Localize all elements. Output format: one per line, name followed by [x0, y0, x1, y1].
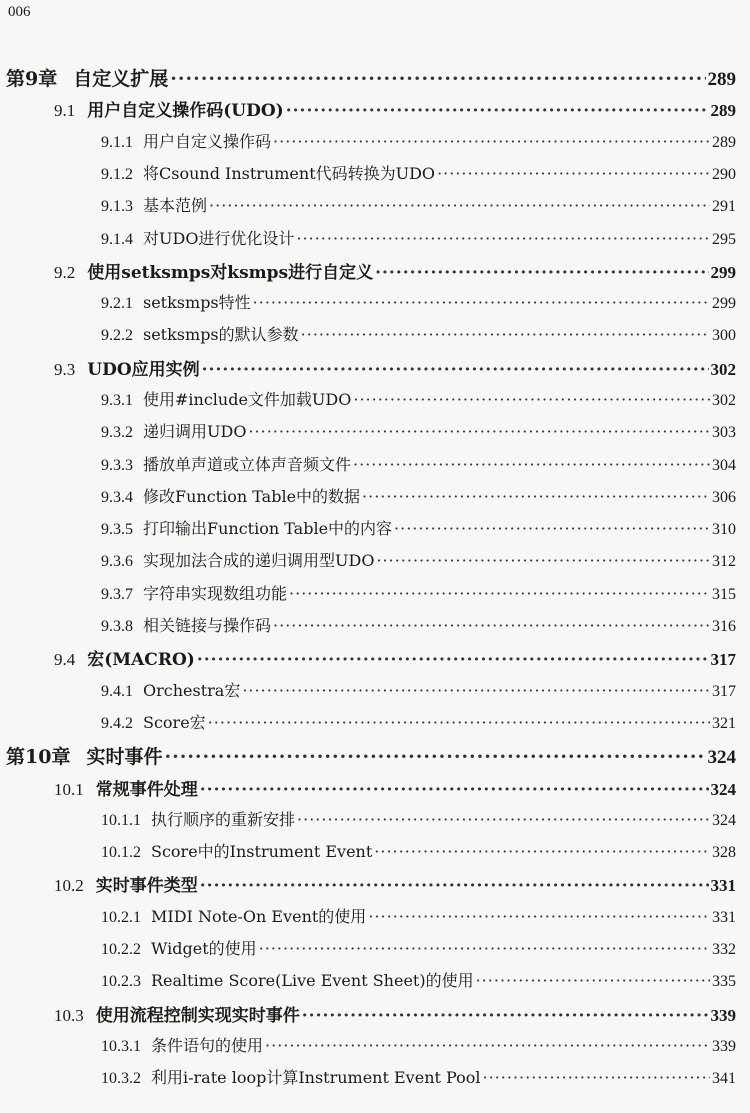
toc-entry-number: 9.2	[54, 263, 76, 282]
toc-entry-page: 295	[712, 231, 736, 248]
toc-entry-title: 打印输出Function Table中的内容	[143, 519, 393, 538]
toc-entry-number: 10.2.3	[101, 973, 141, 990]
toc-entry-number: 9.4	[54, 650, 76, 669]
toc-entry-page: 324	[710, 780, 736, 799]
toc-entry-page: 310	[712, 521, 736, 538]
dot-leader	[301, 325, 710, 344]
toc-entry-page: 317	[710, 650, 736, 669]
toc-entry-page: 306	[712, 489, 736, 506]
toc-entry-page: 289	[710, 101, 736, 120]
dot-leader	[302, 1006, 709, 1026]
toc-entry-page: 324	[712, 812, 736, 829]
toc-entry-number: 10.3.2	[101, 1070, 141, 1087]
toc-entry-sub	[101, 161, 736, 184]
dot-leader	[259, 939, 710, 958]
toc-entry-number: 10.2.1	[101, 909, 141, 926]
toc-entry-title: 使用#include文件加载UDO	[143, 390, 352, 409]
toc-entry-sub	[101, 678, 736, 701]
toc-entry-number: 9.3.8	[101, 618, 133, 635]
toc-entry-page: 302	[710, 360, 736, 379]
toc-entry-title: 宏(MACRO)	[87, 650, 195, 670]
toc-entry-title: 相关链接与操作码	[143, 616, 272, 635]
dot-leader	[164, 746, 705, 768]
dot-leader	[273, 132, 710, 151]
toc-entry-number: 9.4.2	[101, 715, 133, 732]
dot-leader	[483, 1068, 710, 1087]
toc-entry-title: 字符串实现数组功能	[143, 584, 288, 603]
toc-entry-page: 321	[712, 715, 736, 732]
dot-leader	[374, 842, 710, 861]
toc-entry-number: 9.3.5	[101, 521, 133, 538]
dot-leader	[197, 650, 709, 670]
toc-entry-number: 9.1.3	[101, 198, 133, 215]
toc-entry-sub	[101, 613, 736, 636]
toc-entry-sub	[101, 936, 736, 959]
toc-entry-title: 递归调用UDO	[143, 422, 247, 441]
toc-entry-sub	[101, 968, 736, 991]
toc-entry-number: 10.1.2	[101, 844, 141, 861]
toc-entry-title: setksmps的默认参数	[143, 325, 299, 344]
toc-entry-page: 324	[707, 747, 736, 768]
toc-entry-title: 播放单声道或立体声音频文件	[143, 455, 352, 474]
toc-entry-title: 实时事件	[86, 746, 163, 768]
dot-leader	[242, 681, 710, 700]
dot-leader	[362, 487, 710, 506]
toc-entry-title: 对UDO进行优化设计	[143, 229, 295, 248]
toc-entry-page: 289	[712, 134, 736, 151]
toc-entry-chapter	[6, 64, 736, 91]
toc-entry-page: 328	[712, 844, 736, 861]
toc-entry-sub	[101, 193, 736, 216]
dot-leader	[202, 360, 709, 380]
dot-leader	[394, 519, 710, 538]
toc-entry-title: 利用i-rate loop计算Instrument Event Pool	[151, 1068, 481, 1087]
toc-entry-number: 10.3	[54, 1006, 84, 1025]
toc-entry-title: setksmps特性	[143, 293, 251, 312]
toc-entry-sub	[101, 1033, 736, 1056]
toc-entry-section	[54, 1001, 736, 1026]
toc-entry-section	[54, 258, 736, 283]
toc-entry-number: 10.1	[54, 780, 84, 799]
toc-entry-sub	[101, 226, 736, 249]
dot-leader	[376, 551, 710, 570]
toc-entry-title: UDO应用实例	[87, 360, 200, 380]
dot-leader	[353, 455, 710, 474]
toc-entry-page: 339	[710, 1006, 736, 1025]
toc-entry-number: 9.1.1	[101, 134, 133, 151]
dot-leader	[200, 780, 709, 800]
toc-entry-page: 291	[712, 198, 736, 215]
toc-entry-chapter	[6, 742, 736, 769]
toc-entry-number: 9.1.4	[101, 231, 133, 248]
toc-entry-sub	[101, 710, 736, 733]
toc-entry-sub	[101, 484, 736, 507]
toc-entry-title: 使用流程控制实现实时事件	[95, 1006, 300, 1026]
toc-entry-page: 332	[712, 941, 736, 958]
dot-leader	[209, 196, 710, 215]
toc-entry-sub	[101, 419, 736, 442]
toc-entry-number: 9.1	[54, 101, 76, 120]
toc-entry-title: Orchestra宏	[143, 681, 241, 700]
toc-entry-page: 290	[712, 166, 736, 183]
dot-leader	[265, 1036, 710, 1055]
toc-entry-page: 300	[712, 327, 736, 344]
toc-entry-number: 9.2.2	[101, 327, 133, 344]
toc-entry-page: 335	[712, 973, 736, 990]
dot-leader	[437, 164, 710, 183]
toc-entry-number: 第9章	[6, 68, 58, 90]
toc-entry-title: MIDI Note-On Event的使用	[151, 907, 367, 926]
toc-entry-sub	[101, 807, 736, 830]
toc-entry-sub	[101, 548, 736, 571]
toc-entry-title: Score宏	[143, 713, 206, 732]
toc-entry-title: 使用setksmps对ksmps进行自定义	[87, 263, 374, 283]
toc-entry-sub	[101, 516, 736, 539]
toc-entry-number: 第10章	[6, 746, 71, 768]
toc-entry-title: Widget的使用	[151, 939, 257, 958]
toc-entry-page: 302	[712, 392, 736, 409]
toc-entry-page: 312	[712, 553, 736, 570]
toc-entry-section	[54, 775, 736, 800]
toc-entry-sub	[101, 290, 736, 313]
toc-entry-page: 317	[712, 683, 736, 700]
toc-entry-sub	[101, 322, 736, 345]
toc-entry-section	[54, 355, 736, 380]
toc-entry-section	[54, 645, 736, 670]
toc-entry-number: 10.1.1	[101, 812, 141, 829]
dot-leader	[297, 810, 710, 829]
toc-entry-number: 9.3.2	[101, 424, 133, 441]
toc-entry-number: 9.3.7	[101, 586, 133, 603]
toc-entry-page: 339	[712, 1038, 736, 1055]
toc-entry-section	[54, 96, 736, 121]
dot-leader	[353, 390, 710, 409]
toc-entry-title: 常规事件处理	[95, 780, 198, 800]
toc-entry-title: Realtime Score(Live Event Sheet)的使用	[151, 971, 474, 990]
toc-entry-number: 9.3.1	[101, 392, 133, 409]
toc-entry-title: 执行顺序的重新安排	[151, 810, 296, 829]
dot-leader	[375, 263, 708, 283]
dot-leader	[248, 422, 710, 441]
toc-entry-page: 315	[712, 586, 736, 603]
dot-leader	[286, 101, 709, 121]
toc-entry-title: 实时事件类型	[95, 876, 198, 896]
toc-entry-sub	[101, 904, 736, 927]
toc-entry-number: 10.2.2	[101, 941, 141, 958]
toc-entry-page: 331	[710, 876, 736, 895]
toc-entry-number: 9.4.1	[101, 683, 133, 700]
toc-entry-title: 将Csound Instrument代码转换为UDO	[143, 164, 436, 183]
toc-entry-section	[54, 871, 736, 896]
toc-entry-page: 304	[712, 457, 736, 474]
toc-entry-sub	[101, 1065, 736, 1088]
toc-entry-number: 9.3.3	[101, 457, 133, 474]
dot-leader	[253, 293, 710, 312]
toc-entry-title: 实现加法合成的递归调用型UDO	[143, 551, 375, 570]
dot-leader	[296, 229, 710, 248]
toc-entry-title: 用户自定义操作码(UDO)	[87, 101, 284, 121]
dot-leader	[476, 971, 710, 990]
toc-entry-title: 基本范例	[143, 196, 208, 215]
toc-entry-title: 用户自定义操作码	[143, 132, 272, 151]
toc-entry-sub	[101, 581, 736, 604]
dot-leader	[208, 713, 710, 732]
toc-entry-number: 9.2.1	[101, 295, 133, 312]
toc-entry-page: 289	[707, 69, 736, 90]
toc-entry-title: Score中的Instrument Event	[151, 842, 373, 861]
toc-entry-number: 10.3.1	[101, 1038, 141, 1055]
toc-entry-page: 331	[712, 909, 736, 926]
toc-entry-number: 9.3	[54, 360, 76, 379]
page-number: 006	[8, 4, 31, 20]
dot-leader	[289, 584, 710, 603]
toc-entry-sub	[101, 129, 736, 152]
toc-entry-page: 341	[712, 1070, 736, 1087]
dot-leader	[368, 907, 710, 926]
toc-entry-page: 316	[712, 618, 736, 635]
toc-entry-number: 9.3.6	[101, 553, 133, 570]
dot-leader	[273, 616, 710, 635]
toc-entry-title: 修改Function Table中的数据	[143, 487, 361, 506]
toc-entry-title: 条件语句的使用	[151, 1036, 264, 1055]
toc-entry-page: 299	[712, 295, 736, 312]
toc-entry-sub	[101, 452, 736, 475]
toc-entry-sub	[101, 839, 736, 862]
toc-entry-sub	[101, 387, 736, 410]
toc-entry-number: 10.2	[54, 876, 84, 895]
toc-entry-title: 自定义扩展	[73, 68, 169, 90]
toc-entry-number: 9.1.2	[101, 166, 133, 183]
toc-entry-page: 299	[710, 263, 736, 282]
dot-leader	[200, 876, 709, 896]
toc-entry-number: 9.3.4	[101, 489, 133, 506]
dot-leader	[170, 68, 705, 90]
toc-entry-page: 303	[712, 424, 736, 441]
